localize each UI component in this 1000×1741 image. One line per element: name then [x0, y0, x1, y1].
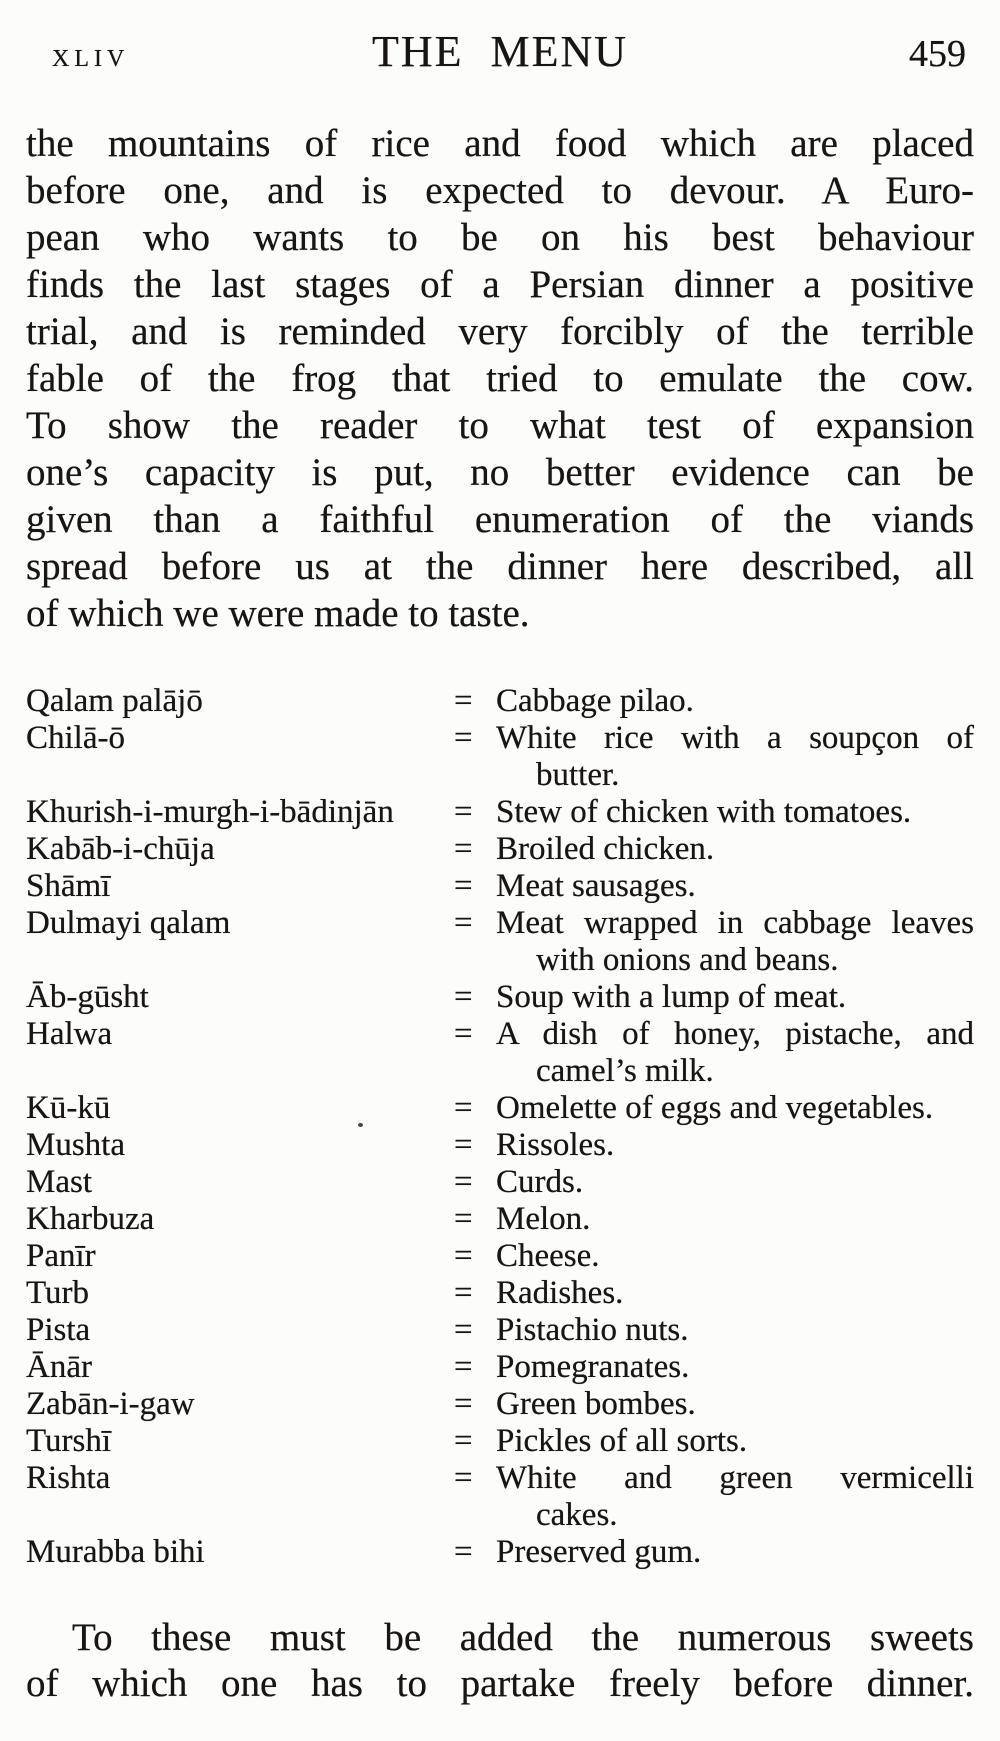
definition-line: Radishes. [496, 1275, 624, 1311]
dish-name: Mushta [26, 1127, 125, 1163]
dish-name: Rishta [26, 1460, 111, 1496]
dish-definition [496, 720, 974, 794]
menu-row [26, 1386, 974, 1423]
intro-line: given than a faithful enumeration of the viands [26, 498, 974, 541]
definition-line: Omelette of eggs and vegetables. [496, 1090, 934, 1126]
menu-row [26, 905, 974, 979]
equals-sign: = [454, 1164, 473, 1200]
dish-definition [496, 1386, 974, 1423]
dish-name: Turb [26, 1275, 89, 1311]
intro-line: spread before us at the dinner here described, all [26, 545, 974, 588]
equals-sign: = [454, 1534, 473, 1570]
dish-definition [496, 1238, 974, 1275]
equals-sign: = [454, 979, 473, 1015]
definition-line: White and green vermicelli [496, 1460, 974, 1496]
definition-line: Curds. [496, 1164, 584, 1200]
dish-definition [496, 905, 974, 979]
menu-row [26, 1534, 974, 1571]
intro-line: fable of the frog that tried to emulate the cow. [26, 357, 974, 400]
dish-definition [496, 1275, 974, 1312]
intro-line: To show the reader to what test of expansion [26, 404, 974, 447]
definition-line: Pistachio nuts. [496, 1312, 689, 1348]
intro-line: of which we were made to taste. [26, 592, 530, 635]
definition-line: Pomegranates. [496, 1349, 690, 1385]
menu-row [26, 794, 974, 831]
dish-name: Murabba bihi [26, 1534, 205, 1570]
definition-line: Meat wrapped in cabbage leaves [496, 905, 974, 941]
dish-definition [496, 1460, 974, 1534]
dish-definition [496, 1423, 974, 1460]
page-number: 459 [909, 33, 966, 75]
closing-line: of which one has to partake freely before dinner. [26, 1662, 974, 1705]
dish-name: Kū-kū [26, 1090, 111, 1126]
definition-line: Soup with a lump of meat. [496, 979, 847, 1015]
intro-line: finds the last stages of a Persian dinner a positive [26, 263, 974, 306]
equals-sign: = [454, 794, 473, 830]
equals-sign: = [454, 1275, 473, 1311]
equals-sign: = [454, 1201, 473, 1237]
menu-row [26, 868, 974, 905]
closing-line: To these must be added the numerous sweets [72, 1616, 974, 1659]
dish-definition [496, 1349, 974, 1386]
intro-line: pean who wants to be on his best behaviour [26, 216, 974, 259]
dish-definition [496, 1201, 974, 1238]
definition-line: A dish of honey, pistache, and [496, 1016, 974, 1052]
dish-name: Khurish-i-murgh-i-bādinjān [26, 794, 394, 830]
equals-sign: = [454, 1349, 473, 1385]
dish-name: Pista [26, 1312, 91, 1348]
equals-sign: = [454, 905, 473, 941]
equals-sign: = [454, 1460, 473, 1496]
menu-row [26, 1238, 974, 1275]
dish-name: Mast [26, 1164, 92, 1200]
equals-sign: = [454, 1016, 473, 1052]
definition-line: butter. [536, 757, 620, 793]
dish-name: Halwa [26, 1016, 113, 1052]
definition-line: camel’s milk. [536, 1053, 714, 1089]
definition-line: Melon. [496, 1201, 591, 1237]
definition-line: Pickles of all sorts. [496, 1423, 748, 1459]
dish-definition [496, 1127, 974, 1164]
intro-line: before one, and is expected to devour. A Euro- [26, 169, 974, 212]
definition-line: Rissoles. [496, 1127, 615, 1163]
definition-line: Green bombes. [496, 1386, 696, 1422]
menu-row [26, 1090, 974, 1127]
dish-definition [496, 683, 974, 720]
chapter-number: XLIV [52, 46, 130, 72]
dish-definition [496, 1164, 974, 1201]
dish-definition [496, 1312, 974, 1349]
equals-sign: = [454, 1127, 473, 1163]
menu-row [26, 720, 974, 794]
dish-name: Zabān-i-gaw [26, 1386, 195, 1422]
definition-line: with onions and beans. [536, 942, 839, 978]
dish-name: Turshī [26, 1423, 111, 1459]
closing-paragraph [26, 1615, 974, 1707]
running-title: THE MENU [371, 27, 629, 76]
scan-artifact-dot [358, 1123, 363, 1127]
menu-row [26, 1164, 974, 1201]
menu-list [26, 683, 974, 1571]
definition-line: cakes. [536, 1497, 618, 1533]
dish-definition [496, 868, 974, 905]
intro-line: the mountains of rice and food which are placed [26, 122, 974, 165]
menu-row [26, 1349, 974, 1386]
equals-sign: = [454, 868, 473, 904]
equals-sign: = [454, 683, 473, 719]
dish-definition [496, 831, 974, 868]
equals-sign: = [454, 1090, 473, 1126]
definition-line: Stew of chicken with tomatoes. [496, 794, 912, 830]
intro-line: trial, and is reminded very forcibly of the terrible [26, 310, 974, 353]
equals-sign: = [454, 1238, 473, 1274]
dish-name: Panīr [26, 1238, 96, 1274]
definition-line: Broiled chicken. [496, 831, 715, 867]
menu-row [26, 1201, 974, 1238]
dish-name: Ānār [26, 1349, 92, 1385]
dish-definition [496, 1534, 974, 1571]
equals-sign: = [454, 1386, 473, 1422]
dish-name: Chilā-ō [26, 720, 125, 756]
menu-row [26, 1127, 974, 1164]
intro-line: one’s capacity is put, no better evidence can be [26, 451, 974, 494]
dish-definition [496, 979, 974, 1016]
menu-row [26, 1312, 974, 1349]
definition-line: Cabbage pilao. [496, 683, 694, 719]
definition-line: Cheese. [496, 1238, 600, 1274]
equals-sign: = [454, 831, 473, 867]
menu-row [26, 1423, 974, 1460]
dish-name: Kabāb-i-chūja [26, 831, 215, 867]
dish-name: Āb-gūsht [26, 979, 149, 1015]
menu-row [26, 683, 974, 720]
dish-name: Shāmī [26, 868, 111, 904]
menu-row [26, 1016, 974, 1090]
definition-line: Preserved gum. [496, 1534, 702, 1570]
menu-row [26, 979, 974, 1016]
equals-sign: = [454, 1312, 473, 1348]
menu-row [26, 1275, 974, 1312]
menu-row [26, 831, 974, 868]
dish-definition [496, 794, 974, 831]
running-header [26, 26, 974, 76]
definition-line: White rice with a soupçon of [496, 720, 974, 756]
dish-name: Qalam palājō [26, 683, 203, 719]
definition-line: Meat sausages. [496, 868, 696, 904]
dish-definition [496, 1090, 974, 1127]
dish-name: Kharbuza [26, 1201, 155, 1237]
dish-name: Dulmayi qalam [26, 905, 231, 941]
intro-paragraph [26, 120, 974, 637]
equals-sign: = [454, 1423, 473, 1459]
menu-row [26, 1460, 974, 1534]
dish-definition [496, 1016, 974, 1090]
equals-sign: = [454, 720, 473, 756]
